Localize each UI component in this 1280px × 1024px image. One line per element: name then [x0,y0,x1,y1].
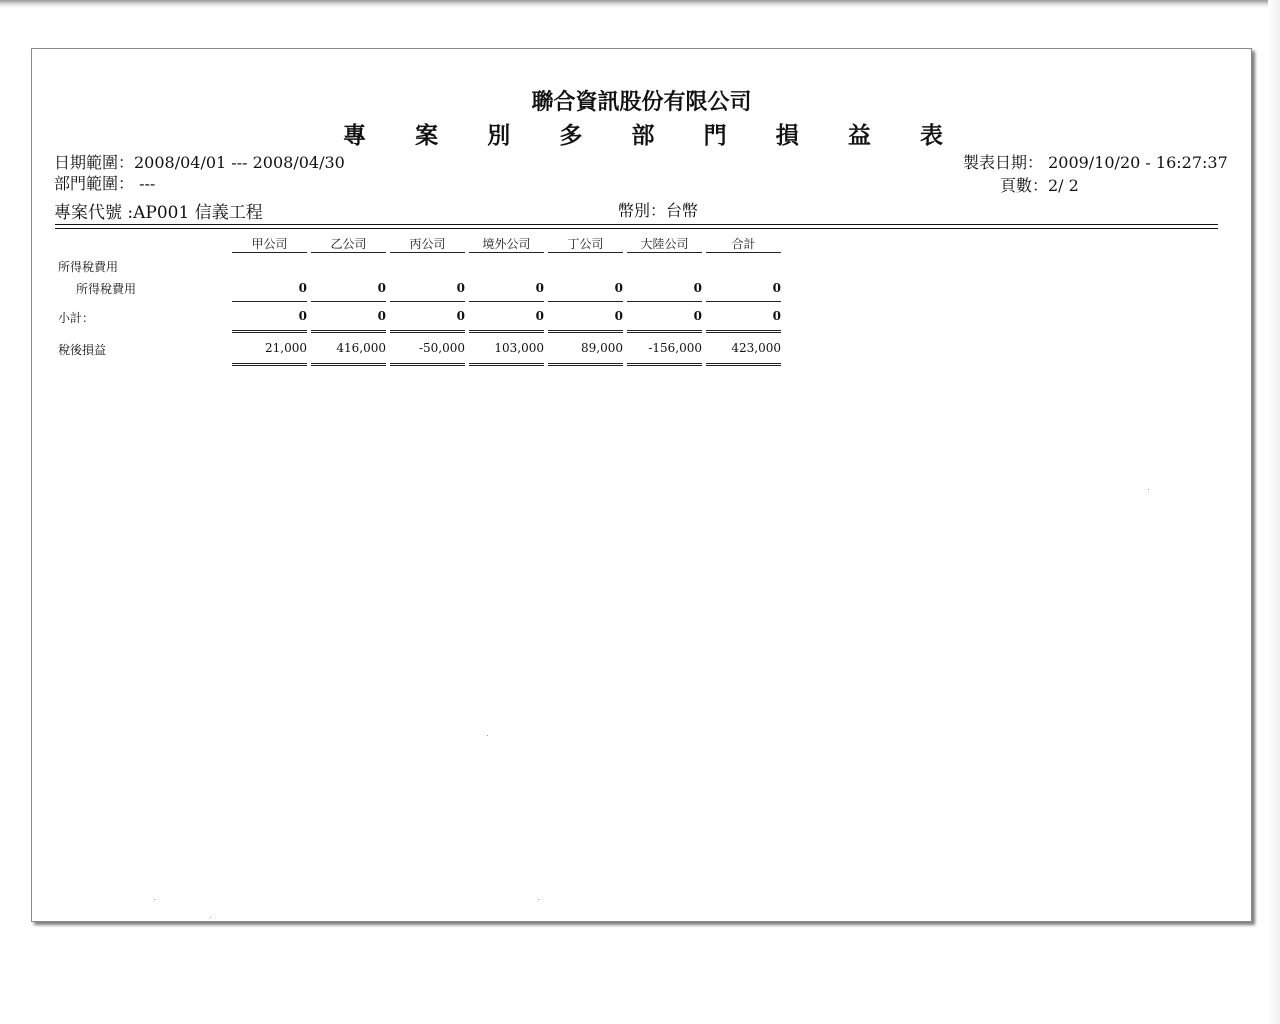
table-cell: 0 [311,275,386,302]
column-header: 甲公司 [232,235,307,253]
table-cell: 0 [627,302,702,333]
title-char: 部 [631,122,655,149]
column-header: 乙公司 [311,235,386,253]
print-date: 製表日期： 2009/10/20 - 16:27:37 [963,153,1228,172]
title-char: 損 [775,122,799,149]
table-cell: 0 [390,302,465,333]
label-column-header [58,235,228,253]
table-cell: 0 [706,302,781,333]
net-profit-label: 稅後損益 [58,343,107,357]
column-header: 境外公司 [469,235,544,253]
title-char: 門 [703,122,727,149]
subtotal-row [58,302,781,333]
viewer-right-edge [1268,0,1280,1024]
table-cell: 423,000 [706,333,781,366]
group-row [58,253,781,275]
table-cell: 103,000 [469,333,544,366]
table-cell: 0 [469,275,544,302]
net-profit-row [58,333,781,366]
table-cell: 0 [548,302,623,333]
page-number: 頁數：2/ 2 [1000,176,1079,195]
table-cell: -50,000 [390,333,465,366]
table-cell: 0 [469,302,544,333]
title-char: 專 [343,122,366,149]
column-header: 丁公司 [548,235,623,253]
title-char: 別 [487,122,511,149]
dept-range: 部門範圍： --- [54,174,156,193]
table-cell: 0 [627,275,702,302]
table-cell: 89,000 [548,333,623,366]
viewer-top-shadow [0,0,1280,8]
table-cell: 0 [706,275,781,302]
project-code: 專案代號 :AP001 信義工程 [54,203,263,223]
scan-speck [487,735,488,736]
title-char: 益 [847,122,871,149]
table-cell: 416,000 [311,333,386,366]
title-char: 表 [920,122,943,149]
scan-speck [538,899,539,900]
table-cell: 0 [548,275,623,302]
report-page [31,48,1252,922]
date-range: 日期範圍：2008/04/01 --- 2008/04/30 [54,153,345,172]
item-label: 所得稅費用 [76,282,137,296]
column-header: 合計 [706,235,781,253]
table-cell: 0 [232,302,307,333]
report-title [343,117,943,150]
scan-speck [154,899,155,900]
column-header-row [58,235,781,253]
table-cell: 0 [311,302,386,333]
title-char: 多 [559,122,583,149]
group-label: 所得稅費用 [58,260,119,274]
table-cell: 21,000 [232,333,307,366]
company-name: 聯合資訊股份有限公司 [531,89,752,115]
column-header: 大陸公司 [627,235,702,253]
currency: 幣別：台幣 [618,201,699,220]
table-cell: 0 [232,275,307,302]
scan-speck [210,917,211,918]
header-divider [55,224,1218,229]
item-row [58,275,781,302]
column-header: 丙公司 [390,235,465,253]
table-cell: -156,000 [627,333,702,366]
scan-speck [1148,489,1149,490]
pl-table [54,235,785,366]
table-cell: 0 [390,275,465,302]
subtotal-label: 小計： [58,311,95,325]
title-char: 案 [415,122,439,149]
